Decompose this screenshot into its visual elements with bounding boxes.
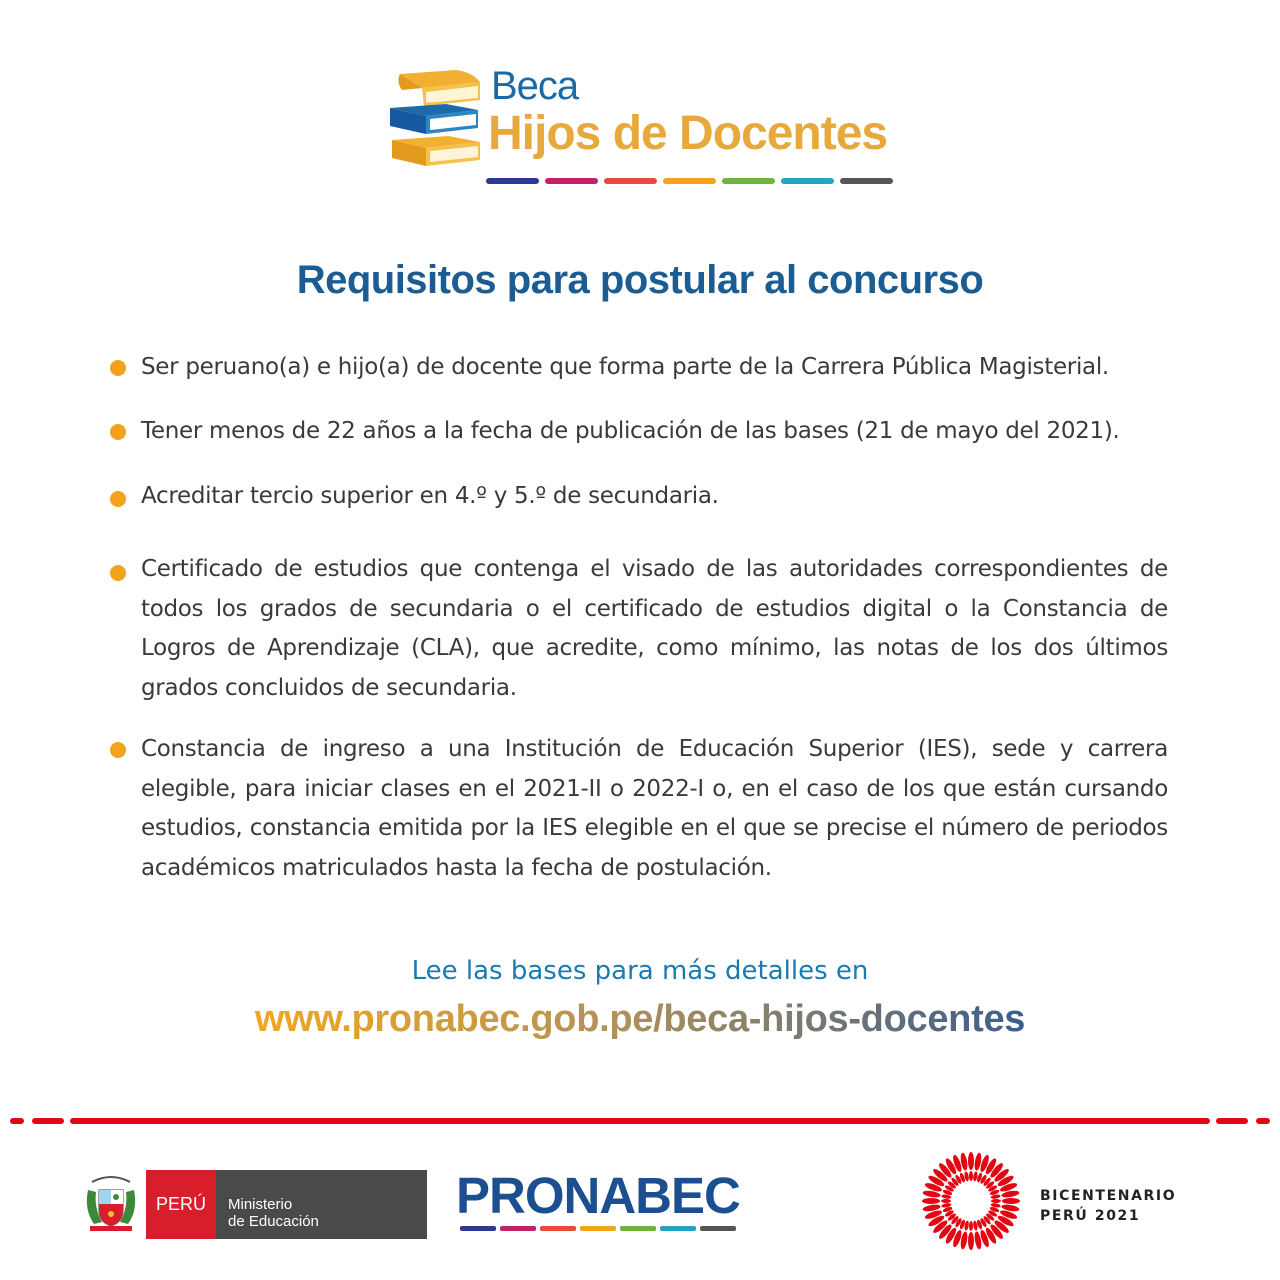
logo-color-bar <box>545 178 598 184</box>
bicentenario-line-1: BICENTENARIO <box>1040 1188 1177 1204</box>
bullet-dot-icon <box>110 491 126 507</box>
ministry-line-1: Ministerio <box>228 1196 293 1213</box>
bicentenario-emblem-icon <box>918 1148 1024 1254</box>
pronabec-color-bar <box>580 1226 616 1231</box>
pronabec-color-bar <box>540 1226 576 1231</box>
logo-color-bar <box>722 178 775 184</box>
requirement-text: Tener menos de 22 años a la fecha de publicación de las bases (21 de mayo del 2021). <box>141 418 1120 444</box>
requirement-text: Certificado de estudios que contenga el visado de las autoridades correspondientes de todos los grados de secundaria o el certificado de estudios digital o la Constancia de Logros de Aprendizaje (CLA), que acredite, como mínimo, las notas de los dos últimos grados concluidos de secundaria. <box>141 556 1168 701</box>
logo-color-bar <box>486 178 539 184</box>
bullet-dot-icon <box>110 424 126 440</box>
pronabec-color-bar <box>460 1226 496 1231</box>
pronabec-color-bar <box>620 1226 656 1231</box>
footer-divider <box>0 1117 1280 1125</box>
requirement-text: Constancia de ingreso a una Institución de Educación Superior (IES), sede y carrera elegible, para iniciar clases en el 2021-II o 2022-I o, en el caso de los que están cursando estudios, constancia emitida por la IES elegible en el que se precise el número de periodos académicos matriculados hasta la fecha de postulación. <box>141 736 1168 881</box>
pronabec-color-bar <box>700 1226 736 1231</box>
page-title: Requisitos para postular al concurso <box>296 258 984 302</box>
bicentenario-label <box>1040 1186 1176 1226</box>
logo-color-bar <box>781 178 834 184</box>
cta-url-text: www.pronabec.gob.pe/beca-hijos-docentes <box>254 998 1026 1040</box>
bullet-dot-icon <box>110 742 126 758</box>
logo-color-bar <box>840 178 893 184</box>
logo-color-bar <box>663 178 716 184</box>
logo-hijos-text: Hijos de Docentes <box>488 107 888 160</box>
cta-text: Lee las bases para más detalles en <box>411 956 869 986</box>
pronabec-logo-text: PRONABEC <box>456 1167 740 1224</box>
logo-color-bars <box>486 178 893 184</box>
bullet-dot-icon <box>110 565 126 581</box>
peru-coat-of-arms-icon <box>82 1174 140 1234</box>
beca-logo <box>386 64 896 189</box>
bullet-dot-icon <box>110 360 126 376</box>
pronabec-color-bar <box>500 1226 536 1231</box>
pronabec-color-bars <box>460 1226 736 1231</box>
logo-color-bar <box>604 178 657 184</box>
ministry-label <box>216 1170 427 1239</box>
peru-label: PERÚ <box>146 1170 216 1239</box>
pronabec-color-bar <box>660 1226 696 1231</box>
books-stack-icon <box>386 68 484 168</box>
ministry-line-2: de Educación <box>228 1213 319 1230</box>
logo-beca-text: Beca <box>491 64 579 108</box>
requirement-text: Ser peruano(a) e hijo(a) de docente que forma parte de la Carrera Pública Magisterial. <box>141 354 1109 380</box>
bicentenario-line-2: PERÚ 2021 <box>1040 1208 1141 1224</box>
cta-url-link[interactable] <box>0 998 1280 1041</box>
requirement-text: Acreditar tercio superior en 4.º y 5.º de secundaria. <box>141 483 719 509</box>
